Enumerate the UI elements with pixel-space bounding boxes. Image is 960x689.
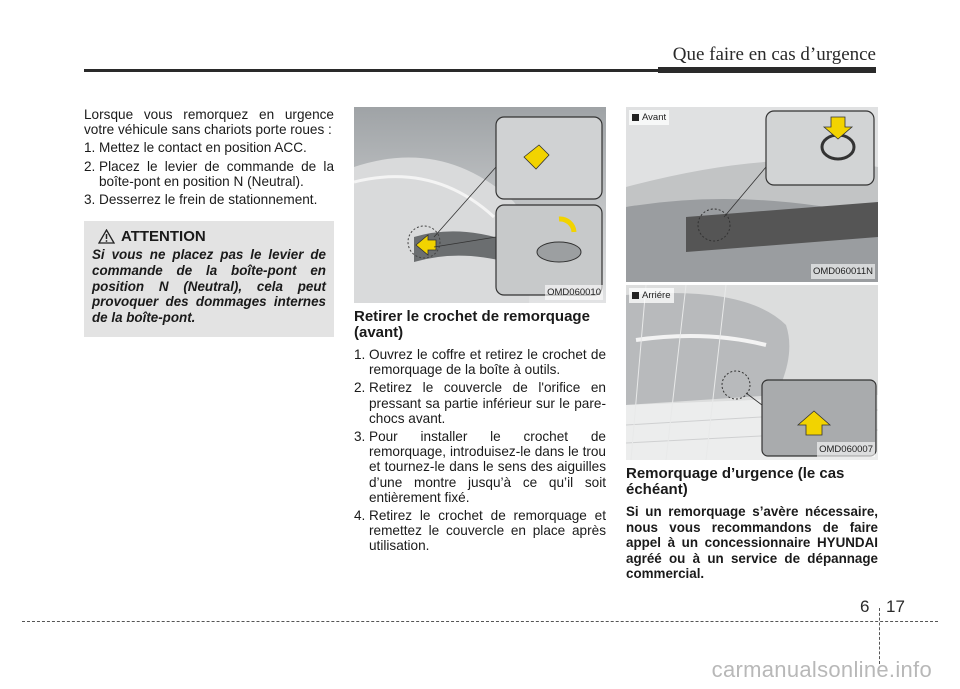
front-bumper-illustration xyxy=(354,107,606,303)
intro-paragraph: Lorsque vous remorquez en urgence votre véhicule sans chariots porte roues : xyxy=(84,107,334,138)
step-number: 3. xyxy=(84,192,96,208)
step-number: 2. xyxy=(354,380,366,396)
figure-code: OMD060011N xyxy=(811,264,875,279)
square-bullet-icon xyxy=(632,114,639,121)
figure-label xyxy=(629,110,669,125)
chapter-number: 6 xyxy=(860,597,870,616)
front-tow-illustration xyxy=(626,107,878,282)
hook-steps-list xyxy=(354,347,606,554)
section-heading-remove-hook: Retirer le crochet de remorquage (avant) xyxy=(354,308,590,341)
list-item xyxy=(354,380,606,426)
attention-title: ATTENTION xyxy=(121,228,206,246)
step-number: 2. xyxy=(84,158,96,174)
step-text: Ouvrez le coffre et retirez le crochet de remorquage de la boîte à outils. xyxy=(369,347,606,378)
figure-code: OMD060007 xyxy=(817,442,875,457)
figure-rear-tow xyxy=(626,285,878,460)
rear-tow-illustration xyxy=(626,285,878,460)
step-text: Pour installer le crochet de remorquage, introduisez-le dans le trou et tournez-le dans le sens des aiguilles d’une montre jusqu’à ce qu’il soit entièrement fixé. xyxy=(369,429,606,505)
list-item xyxy=(354,508,606,554)
column-3 xyxy=(626,107,878,582)
attention-box xyxy=(84,221,334,337)
list-item xyxy=(84,159,334,189)
step-text: Retirez le couvercle de l'orifice en pressant sa partie inférieur sur le pare-chocs avant. xyxy=(369,380,606,426)
section-heading-emergency-towing: Remorquage d’urgence (le cas échéant) xyxy=(626,465,845,498)
step-text: Desserrez le frein de stationnement. xyxy=(99,192,318,208)
figure-front-tow xyxy=(626,107,878,282)
page-number: 17 xyxy=(886,597,905,616)
emergency-towing-text: Si un remorquage s’avère nécessaire, nous vous recommandons de faire appel à un concessionnaire HYUNDAI agréé ou à un service de dépannage commercial. xyxy=(626,504,878,582)
footer-divider xyxy=(879,608,880,664)
step-number: 1. xyxy=(354,347,366,362)
step-number: 4. xyxy=(354,508,366,524)
column-1 xyxy=(84,107,334,337)
watermark: carmanualsonline.info xyxy=(711,657,932,682)
step-number: 1. xyxy=(84,140,96,156)
footer-rule xyxy=(22,621,938,622)
page-header-title: Que faire en cas d’urgence xyxy=(672,44,876,65)
column-2 xyxy=(354,107,606,557)
step-number: 3. xyxy=(354,429,366,445)
figure-label-text: Avant xyxy=(642,112,667,123)
attention-text: Si vous ne placez pas le levier de commande de la boîte-pont en position N (Neutral), cela peut provoquer des dommages internes de la boîte-pont. xyxy=(92,247,326,325)
figure-front-hook xyxy=(354,107,606,303)
towing-steps-list xyxy=(84,140,334,207)
figure-label-text: Arriére xyxy=(642,290,671,301)
figure-code: OMD060010 xyxy=(545,285,603,300)
list-item xyxy=(84,192,334,207)
step-text: Placez le levier de commande de la boîte-pont en position N (Neutral). xyxy=(99,158,334,189)
list-item xyxy=(354,429,606,505)
square-bullet-icon xyxy=(632,292,639,299)
list-item xyxy=(354,347,606,377)
step-text: Retirez le crochet de remorquage et remettez le couvercle en place après utilisation. xyxy=(369,508,606,554)
list-item xyxy=(84,140,334,155)
warning-triangle-icon xyxy=(98,229,115,244)
attention-header xyxy=(92,229,326,244)
header-rule-accent xyxy=(658,67,876,73)
figure-label xyxy=(629,288,674,303)
step-text: Mettez le contact en position ACC. xyxy=(99,140,307,156)
